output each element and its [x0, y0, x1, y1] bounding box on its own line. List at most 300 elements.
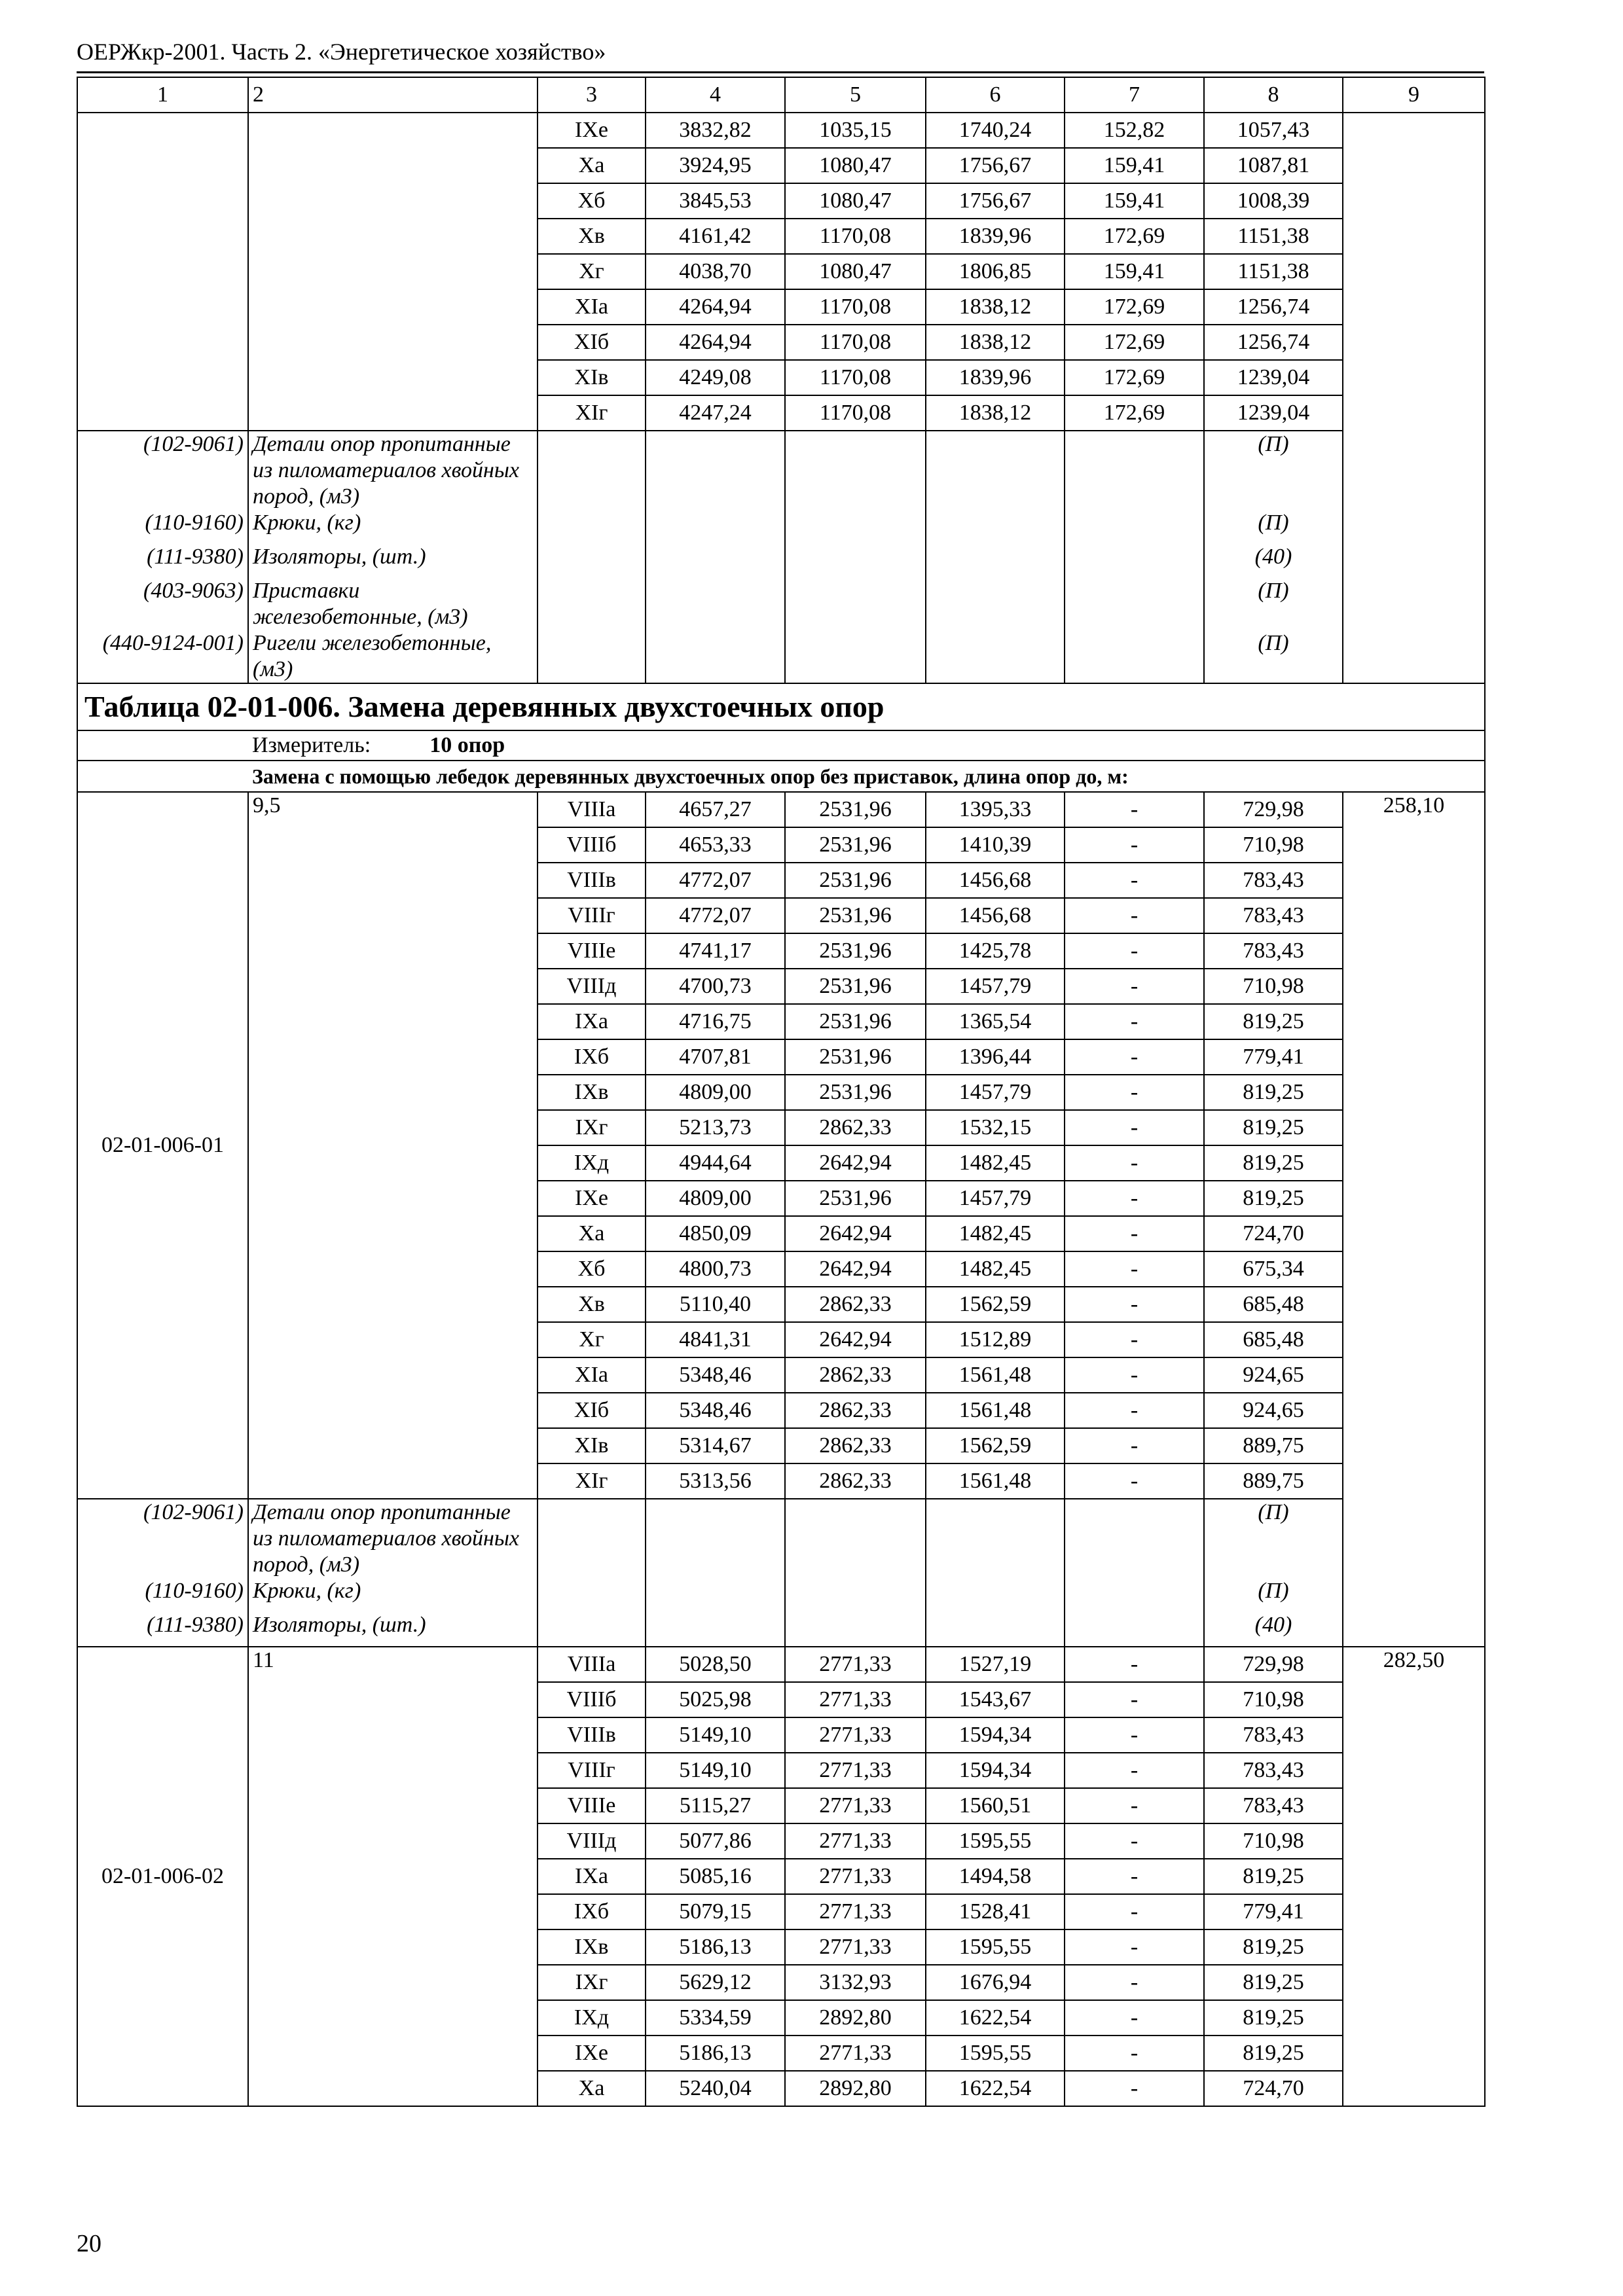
empty-cell	[785, 544, 926, 578]
resource-row	[77, 431, 1485, 510]
value-cell: 819,25	[1204, 1929, 1343, 1965]
column-number: 8	[1204, 77, 1343, 113]
value-cell: 2862,33	[785, 1393, 926, 1428]
resource-value: (П)	[1204, 630, 1343, 683]
value-cell: 2531,96	[785, 933, 926, 969]
value-cell: 2862,33	[785, 1287, 926, 1322]
value-cell: 2771,33	[785, 1788, 926, 1823]
value-cell: -	[1065, 1463, 1204, 1499]
territory-code: IXб	[538, 1894, 646, 1929]
value-cell: 729,98	[1204, 792, 1343, 827]
value-cell: 924,65	[1204, 1357, 1343, 1393]
value-cell: -	[1065, 1075, 1204, 1110]
value-cell: 2771,33	[785, 1894, 926, 1929]
value-cell: 1595,55	[926, 2036, 1065, 2071]
value-cell: 819,25	[1204, 1110, 1343, 1145]
territory-code: IXа	[538, 1859, 646, 1894]
value-cell: 783,43	[1204, 1788, 1343, 1823]
value-cell: 4707,81	[646, 1039, 785, 1075]
value-cell: 1527,19	[926, 1647, 1065, 1682]
value-cell: -	[1065, 2000, 1204, 2036]
value-cell: -	[1065, 792, 1204, 827]
empty-cell	[785, 431, 926, 510]
empty-cell	[1065, 1499, 1204, 1578]
value-cell: 1594,34	[926, 1753, 1065, 1788]
territory-code: VIIIа	[538, 1647, 646, 1682]
measure-value: 10 опор	[429, 733, 505, 757]
value-cell: 152,82	[1065, 113, 1204, 148]
territory-code: IXа	[538, 1004, 646, 1039]
resource-row	[77, 510, 1485, 544]
empty-cell	[538, 431, 646, 510]
empty-cell	[538, 1612, 646, 1647]
value-cell: 1838,12	[926, 395, 1065, 431]
value-cell: 1170,08	[785, 219, 926, 254]
territory-code: VIIIб	[538, 827, 646, 863]
value-cell: 1256,74	[1204, 325, 1343, 360]
territory-code: XIг	[538, 395, 646, 431]
value-cell: -	[1065, 1004, 1204, 1039]
value-cell: 2771,33	[785, 1859, 926, 1894]
empty-cell	[926, 510, 1065, 544]
territory-code: VIIIб	[538, 1682, 646, 1717]
territory-code: VIIIа	[538, 792, 646, 827]
resource-code: (110-9160)	[77, 510, 248, 544]
value-cell: 2531,96	[785, 1075, 926, 1110]
value-cell: 1456,68	[926, 898, 1065, 933]
opor-length: 11	[248, 1647, 538, 2106]
empty-cell	[785, 1578, 926, 1612]
empty-cell	[1065, 1612, 1204, 1647]
value-cell: 2862,33	[785, 1110, 926, 1145]
value-cell: 1561,48	[926, 1463, 1065, 1499]
value-cell: -	[1065, 1753, 1204, 1788]
value-cell: 1256,74	[1204, 289, 1343, 325]
empty-cell	[248, 113, 538, 431]
value-cell: 2862,33	[785, 1428, 926, 1463]
value-cell: 2892,80	[785, 2000, 926, 2036]
value-cell: 2862,33	[785, 1463, 926, 1499]
value-cell: 2531,96	[785, 1039, 926, 1075]
resource-name: Детали опор пропитанные из пиломатериалов хвойных пород, (м3)	[248, 1499, 538, 1578]
measure-label: Измеритель:	[252, 733, 371, 757]
value-cell: 819,25	[1204, 2000, 1343, 2036]
value-cell: 5110,40	[646, 1287, 785, 1322]
empty-cell	[926, 1499, 1065, 1578]
empty-cell	[785, 1499, 926, 1578]
rate-code: 02-01-006-02	[77, 1647, 248, 2106]
value-cell: 1594,34	[926, 1717, 1065, 1753]
value-cell: 1170,08	[785, 395, 926, 431]
page-number: 20	[77, 2230, 101, 2257]
territory-code: Xа	[538, 2071, 646, 2106]
resource-code: (111-9380)	[77, 544, 248, 578]
value-cell: 1595,55	[926, 1823, 1065, 1859]
value-cell: -	[1065, 898, 1204, 933]
value-cell: -	[1065, 1823, 1204, 1859]
value-cell: 819,25	[1204, 1965, 1343, 2000]
value-cell: 4653,33	[646, 827, 785, 863]
value-cell: 889,75	[1204, 1463, 1343, 1499]
value-cell: 1532,15	[926, 1110, 1065, 1145]
empty-cell	[538, 510, 646, 544]
empty-cell	[926, 578, 1065, 630]
value-cell: 724,70	[1204, 2071, 1343, 2106]
value-cell: -	[1065, 1287, 1204, 1322]
value-cell: 172,69	[1065, 360, 1204, 395]
empty-cell	[646, 544, 785, 578]
territory-code: XIа	[538, 1357, 646, 1393]
value-cell: 2862,33	[785, 1357, 926, 1393]
empty-cell	[538, 544, 646, 578]
empty-cell	[646, 1578, 785, 1612]
value-cell: 779,41	[1204, 1894, 1343, 1929]
value-cell: 819,25	[1204, 1181, 1343, 1216]
value-cell: 5314,67	[646, 1428, 785, 1463]
value-cell: -	[1065, 1428, 1204, 1463]
value-cell: 685,48	[1204, 1287, 1343, 1322]
empty-cell	[646, 630, 785, 683]
empty-cell	[538, 1499, 646, 1578]
rates-table	[77, 77, 1486, 2107]
empty-cell	[926, 1612, 1065, 1647]
territory-code: Xб	[538, 183, 646, 219]
value-cell: 5213,73	[646, 1110, 785, 1145]
value-cell: 4716,75	[646, 1004, 785, 1039]
value-cell: 1482,45	[926, 1216, 1065, 1251]
value-cell: 4700,73	[646, 969, 785, 1004]
value-cell: 1457,79	[926, 1181, 1065, 1216]
value-cell: 1365,54	[926, 1004, 1065, 1039]
territory-code: IXе	[538, 1181, 646, 1216]
territory-code: Xв	[538, 219, 646, 254]
value-cell: 710,98	[1204, 1823, 1343, 1859]
running-header: ОЕРЖкр-2001. Часть 2. «Энергетическое хозяйство»	[77, 39, 606, 65]
resource-name: Изоляторы, (шт.)	[248, 1612, 538, 1647]
measure-cell	[248, 730, 1485, 761]
value-cell: 3924,95	[646, 148, 785, 183]
value-cell: 5079,15	[646, 1894, 785, 1929]
value-cell: -	[1065, 1647, 1204, 1682]
value-cell: 1562,59	[926, 1287, 1065, 1322]
table-title: Таблица 02-01-006. Замена деревянных двухстоечных опор	[77, 683, 1485, 730]
value-cell: 2771,33	[785, 1753, 926, 1788]
empty-cell	[646, 431, 785, 510]
value-cell: 1151,38	[1204, 219, 1343, 254]
empty-cell	[538, 578, 646, 630]
value-cell: 729,98	[1204, 1647, 1343, 1682]
resource-name: Детали опор пропитанные из пиломатериалов хвойных пород, (м3)	[248, 431, 538, 510]
resource-name: Ригели железобетонные, (м3)	[248, 630, 538, 683]
resource-code: (102-9061)	[77, 1499, 248, 1578]
value-cell: 4264,94	[646, 325, 785, 360]
resource-row	[77, 1578, 1485, 1612]
value-cell: 675,34	[1204, 1251, 1343, 1287]
value-cell: 1080,47	[785, 254, 926, 289]
table-row	[77, 1647, 1485, 1682]
value-cell: 172,69	[1065, 219, 1204, 254]
resource-row	[77, 1499, 1485, 1578]
column-number-row	[77, 77, 1485, 113]
value-cell: 4772,07	[646, 898, 785, 933]
resource-row	[77, 578, 1485, 630]
table-row	[77, 792, 1485, 827]
value-cell: 1562,59	[926, 1428, 1065, 1463]
value-cell: 5348,46	[646, 1357, 785, 1393]
value-cell: 783,43	[1204, 863, 1343, 898]
value-cell: 924,65	[1204, 1393, 1343, 1428]
value-cell: 5149,10	[646, 1717, 785, 1753]
value-cell: 2531,96	[785, 1181, 926, 1216]
value-cell: 710,98	[1204, 969, 1343, 1004]
value-cell: 710,98	[1204, 1682, 1343, 1717]
empty-cell	[926, 1578, 1065, 1612]
value-cell: 819,25	[1204, 2036, 1343, 2071]
territory-code: VIIIд	[538, 1823, 646, 1859]
value-cell: -	[1065, 969, 1204, 1004]
resource-name: Крюки, (кг)	[248, 1578, 538, 1612]
value-cell: 1740,24	[926, 113, 1065, 148]
empty-cell	[646, 578, 785, 630]
empty-cell	[1343, 113, 1485, 683]
column-number: 2	[248, 77, 538, 113]
resource-name: Изоляторы, (шт.)	[248, 544, 538, 578]
resource-row	[77, 630, 1485, 683]
territory-code: Xв	[538, 1287, 646, 1322]
empty-cell	[646, 510, 785, 544]
value-cell: 1543,67	[926, 1682, 1065, 1717]
empty-cell	[1065, 510, 1204, 544]
value-cell: -	[1065, 1251, 1204, 1287]
value-cell: 1839,96	[926, 219, 1065, 254]
value-cell: -	[1065, 1894, 1204, 1929]
resource-code: (110-9160)	[77, 1578, 248, 1612]
empty-cell	[646, 1499, 785, 1578]
territory-code: XIв	[538, 360, 646, 395]
value-cell: 4850,09	[646, 1216, 785, 1251]
territory-code: IXб	[538, 1039, 646, 1075]
column-number: 1	[77, 77, 248, 113]
empty-cell	[1065, 630, 1204, 683]
value-cell: 819,25	[1204, 1004, 1343, 1039]
value-cell: 4841,31	[646, 1322, 785, 1357]
resource-code: (102-9061)	[77, 431, 248, 510]
value-cell: 1756,67	[926, 148, 1065, 183]
territory-code: IXе	[538, 2036, 646, 2071]
value-cell: 5240,04	[646, 2071, 785, 2106]
value-cell: -	[1065, 1181, 1204, 1216]
value-cell: 1595,55	[926, 1929, 1065, 1965]
value-cell: 1170,08	[785, 289, 926, 325]
empty-cell	[1065, 578, 1204, 630]
territory-code: IXг	[538, 1965, 646, 2000]
value-cell: 1170,08	[785, 325, 926, 360]
empty-cell	[77, 113, 248, 431]
value-cell: 1482,45	[926, 1145, 1065, 1181]
value-cell: 779,41	[1204, 1039, 1343, 1075]
empty-cell	[926, 431, 1065, 510]
value-cell: 1170,08	[785, 360, 926, 395]
territory-code: VIIIд	[538, 969, 646, 1004]
value-cell: -	[1065, 1717, 1204, 1753]
value-cell: -	[1065, 863, 1204, 898]
rate-code: 02-01-006-01	[77, 792, 248, 1499]
value-cell: 710,98	[1204, 827, 1343, 863]
column-number: 3	[538, 77, 646, 113]
column-number: 9	[1343, 77, 1485, 113]
value-cell: -	[1065, 1145, 1204, 1181]
value-cell: 2771,33	[785, 2036, 926, 2071]
value-cell: 4800,73	[646, 1251, 785, 1287]
empty-cell	[785, 510, 926, 544]
value-cell: 1457,79	[926, 1075, 1065, 1110]
resource-value: (П)	[1204, 1499, 1343, 1578]
value-cell: 1396,44	[926, 1039, 1065, 1075]
value-cell: 172,69	[1065, 325, 1204, 360]
value-cell: 2771,33	[785, 1682, 926, 1717]
value-cell: 1151,38	[1204, 254, 1343, 289]
territory-code: XIг	[538, 1463, 646, 1499]
territory-code: IXд	[538, 1145, 646, 1181]
value-cell: -	[1065, 933, 1204, 969]
value-cell: 4809,00	[646, 1181, 785, 1216]
subheader: Замена с помощью лебедок деревянных двухстоечных опор без приставок, длина опор до, м:	[248, 761, 1485, 792]
territory-code: VIIIв	[538, 863, 646, 898]
value-cell: 889,75	[1204, 1428, 1343, 1463]
empty-cell	[77, 730, 248, 761]
value-cell: 4038,70	[646, 254, 785, 289]
column-number: 4	[646, 77, 785, 113]
value-cell: 1622,54	[926, 2000, 1065, 2036]
value-cell: 2642,94	[785, 1322, 926, 1357]
territory-code: XIа	[538, 289, 646, 325]
table-row	[77, 113, 1485, 148]
value-cell: 2771,33	[785, 1717, 926, 1753]
value-cell: 5028,50	[646, 1647, 785, 1682]
value-cell: -	[1065, 1965, 1204, 2000]
value-cell: 2771,33	[785, 1929, 926, 1965]
resource-code: (440-9124-001)	[77, 630, 248, 683]
value-cell: 5348,46	[646, 1393, 785, 1428]
value-cell: 5334,59	[646, 2000, 785, 2036]
value-cell: 1057,43	[1204, 113, 1343, 148]
value-cell: 2531,96	[785, 792, 926, 827]
value-cell: -	[1065, 2036, 1204, 2071]
value-cell: 2642,94	[785, 1216, 926, 1251]
resource-code: (111-9380)	[77, 1612, 248, 1647]
value-cell: 1456,68	[926, 863, 1065, 898]
value-cell: -	[1065, 2071, 1204, 2106]
value-cell: 4249,08	[646, 360, 785, 395]
territory-code: Xг	[538, 1322, 646, 1357]
empty-cell	[1065, 544, 1204, 578]
value-cell: 4809,00	[646, 1075, 785, 1110]
territory-code: IXе	[538, 113, 646, 148]
value-cell: 1561,48	[926, 1357, 1065, 1393]
value-cell: 724,70	[1204, 1216, 1343, 1251]
value-cell: 4247,24	[646, 395, 785, 431]
value-cell: 159,41	[1065, 148, 1204, 183]
value-cell: 1756,67	[926, 183, 1065, 219]
value-cell: 4741,17	[646, 933, 785, 969]
value-cell: 1239,04	[1204, 360, 1343, 395]
value-cell: -	[1065, 1929, 1204, 1965]
resource-code: (403-9063)	[77, 578, 248, 630]
value-cell: 1494,58	[926, 1859, 1065, 1894]
value-cell: 2892,80	[785, 2071, 926, 2106]
value-cell: -	[1065, 1322, 1204, 1357]
mass-value: 258,10	[1343, 792, 1485, 1647]
territory-code: VIIIв	[538, 1717, 646, 1753]
empty-cell	[538, 1578, 646, 1612]
value-cell: 1239,04	[1204, 395, 1343, 431]
value-cell: 3832,82	[646, 113, 785, 148]
value-cell: 5077,86	[646, 1823, 785, 1859]
value-cell: -	[1065, 1110, 1204, 1145]
resource-value: (П)	[1204, 431, 1343, 510]
resource-value: (П)	[1204, 510, 1343, 544]
territory-code: Xа	[538, 148, 646, 183]
value-cell: 2531,96	[785, 863, 926, 898]
value-cell: 1410,39	[926, 827, 1065, 863]
value-cell: 819,25	[1204, 1145, 1343, 1181]
value-cell: 1560,51	[926, 1788, 1065, 1823]
value-cell: 685,48	[1204, 1322, 1343, 1357]
value-cell: 172,69	[1065, 289, 1204, 325]
territory-code: XIб	[538, 325, 646, 360]
empty-cell	[785, 1612, 926, 1647]
territory-code: Xб	[538, 1251, 646, 1287]
header-rule	[77, 71, 1484, 73]
resource-value: (П)	[1204, 578, 1343, 630]
empty-cell	[646, 1612, 785, 1647]
value-cell: -	[1065, 827, 1204, 863]
empty-cell	[1065, 1578, 1204, 1612]
value-cell: 1561,48	[926, 1393, 1065, 1428]
territory-code: IXв	[538, 1929, 646, 1965]
value-cell: 1087,81	[1204, 148, 1343, 183]
column-number: 6	[926, 77, 1065, 113]
table-title-row	[77, 683, 1485, 730]
empty-cell	[926, 544, 1065, 578]
value-cell: 783,43	[1204, 1753, 1343, 1788]
value-cell: 1512,89	[926, 1322, 1065, 1357]
value-cell: 5313,56	[646, 1463, 785, 1499]
value-cell: -	[1065, 1216, 1204, 1251]
value-cell: -	[1065, 1788, 1204, 1823]
empty-cell	[77, 761, 248, 792]
value-cell: -	[1065, 1393, 1204, 1428]
value-cell: 5629,12	[646, 1965, 785, 2000]
value-cell: 2642,94	[785, 1145, 926, 1181]
territory-code: VIIIг	[538, 898, 646, 933]
value-cell: 4657,27	[646, 792, 785, 827]
value-cell: 5115,27	[646, 1788, 785, 1823]
value-cell: 4161,42	[646, 219, 785, 254]
value-cell: 1838,12	[926, 325, 1065, 360]
value-cell: 819,25	[1204, 1859, 1343, 1894]
value-cell: 1676,94	[926, 1965, 1065, 2000]
territory-code: IXг	[538, 1110, 646, 1145]
value-cell: 1482,45	[926, 1251, 1065, 1287]
value-cell: 5186,13	[646, 1929, 785, 1965]
value-cell: 1425,78	[926, 933, 1065, 969]
measure-row	[77, 730, 1485, 761]
resource-row	[77, 544, 1485, 578]
resource-name: Приставки железобетонные, (м3)	[248, 578, 538, 630]
opor-length: 9,5	[248, 792, 538, 1499]
value-cell: 4264,94	[646, 289, 785, 325]
